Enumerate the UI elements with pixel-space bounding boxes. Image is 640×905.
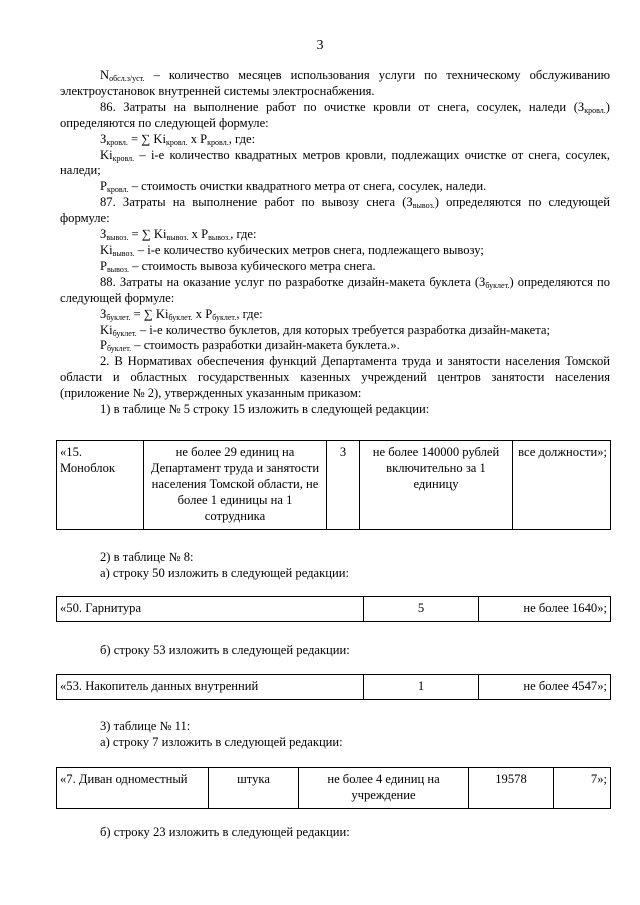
table-cell: не более 4547»;: [479, 675, 611, 700]
table-cell: 19578: [469, 768, 554, 809]
table-cell: «7. Диван одноместный: [57, 768, 209, 809]
item-3a: а) строку 7 изложить в следующей редакции:: [100, 735, 343, 749]
paragraph-table5-intro: 1) в таблице № 5 строку 15 изложить в следующей редакции:: [100, 402, 430, 417]
table-cell: «53. Накопитель данных внутренний: [57, 675, 364, 700]
paragraph-n-definition: [60, 68, 610, 100]
table-cell: не более 4 единиц на учреждение: [299, 768, 469, 809]
table-cell: не более 1640»;: [479, 597, 611, 622]
definition-ki-roof: $Ki_{кровл.} - i-е$ количество квадратных метров кровли, подлежащих очистке от снега, сосулек, наледи;: [60, 147, 610, 178]
table-cell: 5: [364, 597, 479, 622]
document-body: [60, 68, 610, 418]
table-8-row-50: [56, 596, 611, 622]
symbol-n: N: [100, 68, 110, 82]
definition-ki-snow: $Ki_{вывоз.} - i-е$ количество кубических метров снега, подлежащего вывозу;: [100, 242, 484, 258]
definition-p-booklet: $P_{буклет.}$ – стоимость разработки дизайн-макета буклета.».: [100, 338, 400, 354]
table-cell: не более 29 единиц на Департамент труда и занятости населения Томской области, не более 1 единицы на 1 сотрудника: [144, 441, 327, 530]
table-11-row-7: [56, 767, 611, 809]
table-cell: штука: [209, 768, 299, 809]
paragraph-86: [60, 100, 610, 132]
paragraph-87: 87. Затраты на выполнение работ по вывозу снега $(З_{вывоз.})$ определяются по следующей формуле:: [60, 195, 610, 226]
table-8-row-53: [56, 674, 611, 700]
symbol-subscript: обсл.з/уст.: [109, 74, 145, 83]
item-3: 3) таблице № 11:: [100, 719, 191, 733]
table-row: [57, 675, 611, 700]
table-row: [57, 768, 611, 809]
paragraph-88: 88. Затраты на оказание услуг по разработке дизайн-макета буклета $(З_{буклет.})$ определяются по следующей формуле:: [60, 274, 610, 305]
table-cell: 7»;: [554, 768, 611, 809]
definition-text: – количество месяцев использования услуги по техническому обслуживанию электроустановок внутренней системы электроснабжения.: [60, 68, 610, 98]
item-2: 2) в таблице № 8:: [100, 550, 194, 564]
paragraph-text: 86. Затраты на выполнение работ по очистке кровли от снега, сосулек, наледи (З: [100, 99, 585, 114]
formula-booklet: $З_{буклет.}$ = ∑ $Ki_{буклет.}$ х $P_{буклет.}$, где:: [100, 306, 263, 322]
paragraph-2: 2. В Нормативах обеспечения функций Департамента труда и занятости населения Томской области и областных государственных казенных учреждений центров занятости населения (приложение № 2), утвержденных указанным приказом:: [60, 354, 610, 401]
table-cell: 3: [327, 441, 360, 530]
page-number: 3: [316, 38, 324, 53]
symbol-subscript: кровл.: [584, 105, 606, 115]
item-3b: б) строку 23 изложить в следующей редакции:: [100, 825, 350, 839]
formula-snow: $З_{вывоз.}$ = ∑ $Ki_{вывоз.}$ х $P_{вывоз.}$, где:: [100, 227, 257, 243]
table-cell: не более 140000 рублей включительно за 1 единицу: [360, 441, 513, 530]
definition-p-snow: $P_{вывоз.}$ – стоимость вывоза кубического метра снега.: [100, 258, 376, 274]
table-5-row-15: [56, 440, 611, 530]
item-2b: б) строку 53 изложить в следующей редакции:: [100, 643, 350, 657]
item-2a: а) строку 50 изложить в следующей редакции:: [100, 566, 349, 580]
formula-roof: $З_{кровл.}$ = ∑ $Ki_{кровл.}$ х $P_{кровл.}$, где:: [100, 131, 256, 147]
table-row: [57, 597, 611, 622]
table-cell: 1: [364, 675, 479, 700]
table-cell: «15. Моноблок: [57, 441, 144, 530]
table-cell: «50. Гарнитура: [57, 597, 364, 622]
paragraph-text: ) определяются по следующей формуле:: [60, 99, 610, 130]
table-cell: все должности»;: [513, 441, 611, 530]
definition-ki-booklet: $Ki_{буклет.} - i-е$ количество буклетов, для которых требуется разработка дизайн-макета;: [100, 322, 550, 338]
definition-p-roof: $P_{кровл.}$ – стоимость очистки квадратного метра от снега, сосулек, наледи.: [100, 179, 487, 195]
table-row: [57, 441, 611, 530]
